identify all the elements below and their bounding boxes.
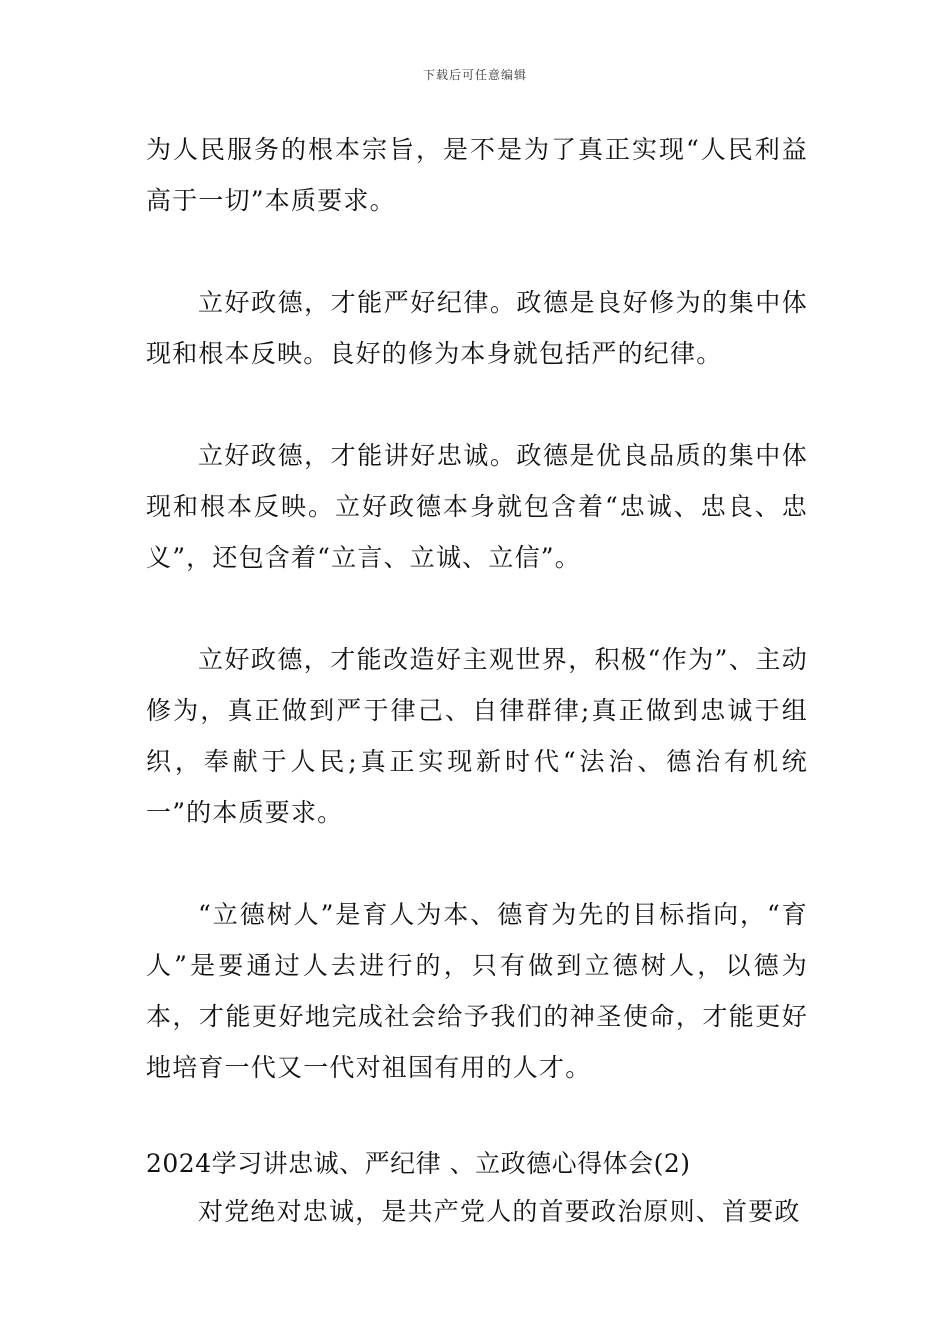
paragraph-discipline: 立好政德，才能严好纪律。政德是良好修为的集中体现和根本反映。良好的修为本身就包括严的纪律。 (146, 288, 808, 368)
paragraph-continuation: 为人民服务的根本宗旨，是不是为了真正实现“人民利益高于一切”本质要求。 (146, 135, 808, 215)
page-header-note: 下载后可任意编辑 (422, 68, 527, 82)
paragraph-loyalty: 立好政德，才能讲好忠诚。政德是优良品质的集中体现和根本反映。立好政德本身就包含着“忠诚、忠良、忠义”，还包含着“立言、立诚、立信”。 (146, 441, 808, 572)
paragraph-moral-education: “立德树人”是育人为本、德育为先的目标指向，“育人”是要通过人去进行的，只有做到立德树人，以德为本，才能更好地完成社会给予我们的神圣使命，才能更好地培育一代又一代对祖国有用的人才。 (146, 900, 808, 1082)
section-first-paragraph: 对党绝对忠诚，是共产党人的首要政治原则、首要政 (198, 1197, 801, 1226)
paragraph-worldview: 立好政德，才能改造好主观世界，积极“作为”、主动修为，真正做到严于律己、自律群律;真正做到忠诚于组织，奉献于人民;真正实现新时代“法治、德治有机统一”的本质要求。 (146, 645, 808, 827)
section-title: 2024学习讲忠诚、严纪律 、立政德心得体会(2) (146, 1149, 691, 1178)
document-body (146, 124, 808, 1236)
